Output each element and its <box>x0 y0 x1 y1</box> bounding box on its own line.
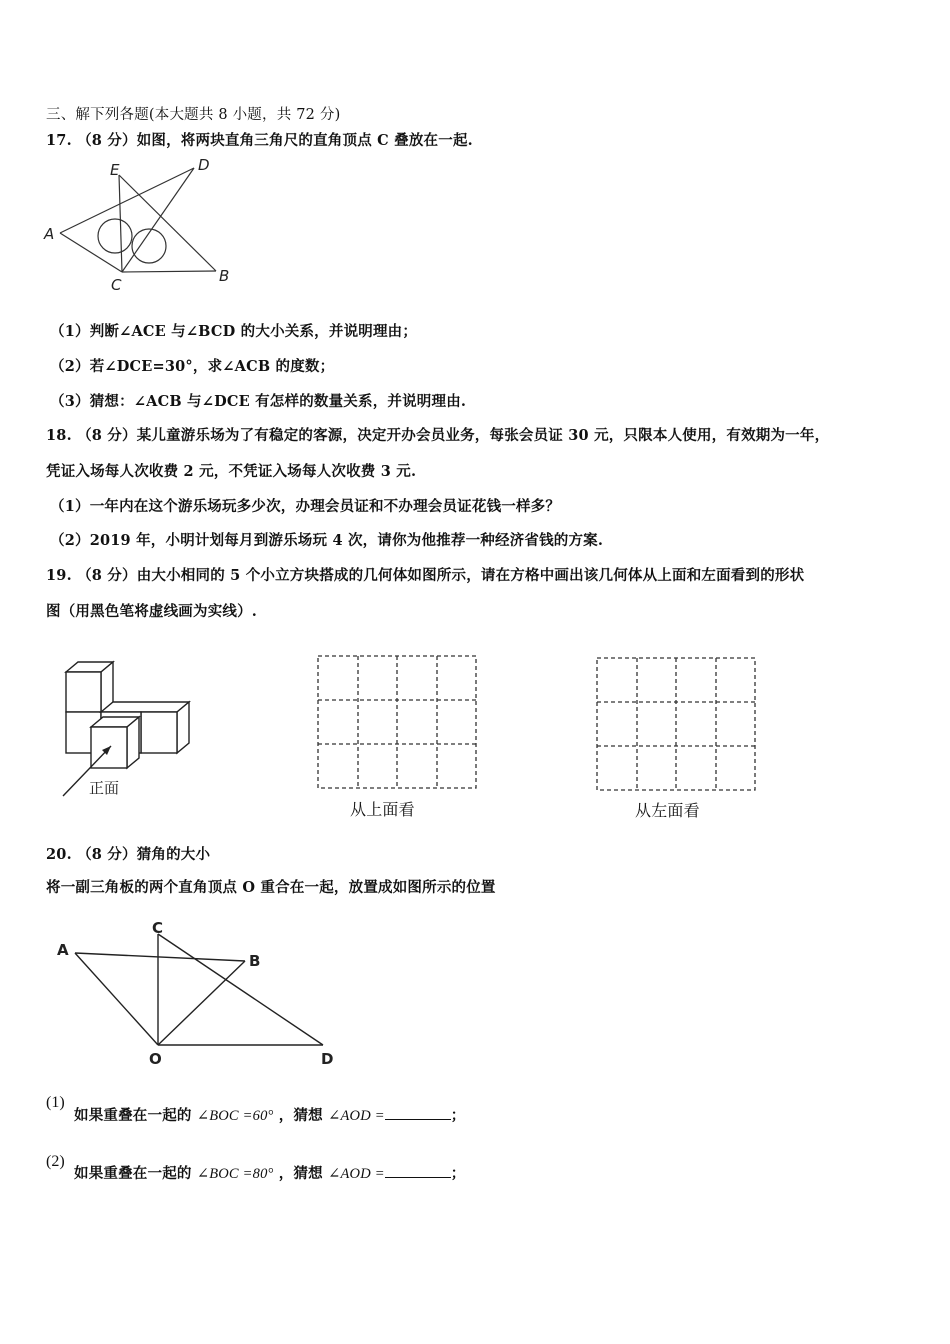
q20-segment-CD <box>158 934 323 1045</box>
q19-front-label: 正面 <box>89 779 120 797</box>
q20-part-1-mid: ，猜想 <box>278 1107 323 1124</box>
q19-grid-top-caption: 从上面看 <box>350 800 415 819</box>
q17-angle-arc-2 <box>132 229 166 263</box>
q17-segment-EC <box>119 175 122 272</box>
q17-segment-CD <box>122 168 194 272</box>
q17-angle-arc-1 <box>98 219 132 253</box>
q20-label-O: O <box>149 1050 162 1068</box>
q19-grid-left[interactable] <box>596 657 758 792</box>
q17-segment-EB <box>119 175 216 271</box>
q17-part-2: （2）若∠DCE=30°，求∠ACB 的度数； <box>50 358 335 375</box>
q20-part-2-ask: ∠AOD = <box>328 1166 385 1182</box>
q20-part-2-given: ∠BOC =80° <box>196 1166 274 1182</box>
q17-label-A: A <box>44 225 55 243</box>
q20-label-B: B <box>249 952 261 970</box>
q20-label-D: D <box>321 1050 334 1068</box>
q20-segment-AB <box>75 953 245 961</box>
q17-label-E: E <box>110 161 120 179</box>
q20-part-2-number: (2) <box>46 1153 65 1170</box>
q20-label-A: A <box>57 941 69 959</box>
q20-intro: 将一副三角板的两个直角顶点 O 重合在一起，放置成如图所示的位置 <box>46 879 496 896</box>
q17-label-C: C <box>111 276 122 294</box>
q20-part-2-answer-blank[interactable] <box>385 1165 451 1178</box>
q20-part-2-text: 如果重叠在一起的 <box>74 1165 192 1182</box>
q17-part-3: （3）猜想：∠ACB 与∠DCE 有怎样的数量关系，并说明理由. <box>50 393 467 410</box>
q20-stem: 20. （8 分）猜角的大小 <box>46 846 211 863</box>
q20-part-1-given: ∠BOC =60° <box>196 1108 274 1124</box>
q17-segment-CB <box>122 271 216 272</box>
q20-part-2-mid: ，猜想 <box>278 1165 323 1182</box>
q19-grid-top[interactable] <box>317 655 479 790</box>
q20-figure <box>55 918 345 1068</box>
q20-part-1 <box>74 1104 465 1125</box>
q19-stem-line2: 图（用黑色笔将虚线画为实线）. <box>46 603 258 620</box>
q20-segment-AO <box>75 953 158 1045</box>
q20-part-1-number: (1) <box>46 1094 65 1111</box>
q17-label-D: D <box>198 156 210 174</box>
q17-label-B: B <box>219 267 230 285</box>
q19-grid-left-caption: 从左面看 <box>635 801 700 820</box>
q18-part-2: （2）2019 年，小明计划每月到游乐场玩 4 次，请你为他推荐一种经济省钱的方案. <box>50 532 604 549</box>
section-header: 三、解下列各题(本大题共 8 小题，共 72 分) <box>46 107 341 123</box>
q20-part-1-ask: ∠AOD = <box>328 1108 385 1124</box>
q20-part-1-answer-blank[interactable] <box>385 1107 451 1120</box>
q20-segment-OB <box>158 961 245 1045</box>
q18-stem-line2: 凭证入场每人次收费 2 元，不凭证入场每人次收费 3 元. <box>46 463 417 480</box>
q20-part-2-end: ； <box>450 1165 466 1182</box>
q19-cube-figure <box>55 660 205 805</box>
q20-part-1-end: ； <box>450 1107 466 1124</box>
q17-part-1: （1）判断∠ACE 与∠BCD 的大小关系，并说明理由； <box>50 323 418 340</box>
q19-stem-line1: 19. （8 分）由大小相同的 5 个小立方块搭成的几何体如图所示，请在方格中画出该几何体从上面和左面看到的形状 <box>46 567 805 584</box>
q20-part-2 <box>74 1162 465 1183</box>
q18-part-1: （1）一年内在这个游乐场玩多少次，办理会员证和不办理会员证花钱一样多？ <box>50 498 561 515</box>
q17-stem: 17. （8 分）如图，将两块直角三角尺的直角顶点 C 叠放在一起. <box>46 132 473 149</box>
q20-label-C: C <box>152 919 164 937</box>
q18-stem-line1: 18. （8 分）某儿童游乐场为了有稳定的客源，决定开办会员业务，每张会员证 30 元，只限本人使用，有效期为一年， <box>46 427 830 444</box>
q17-figure <box>40 155 240 295</box>
q20-part-1-text: 如果重叠在一起的 <box>74 1107 192 1124</box>
